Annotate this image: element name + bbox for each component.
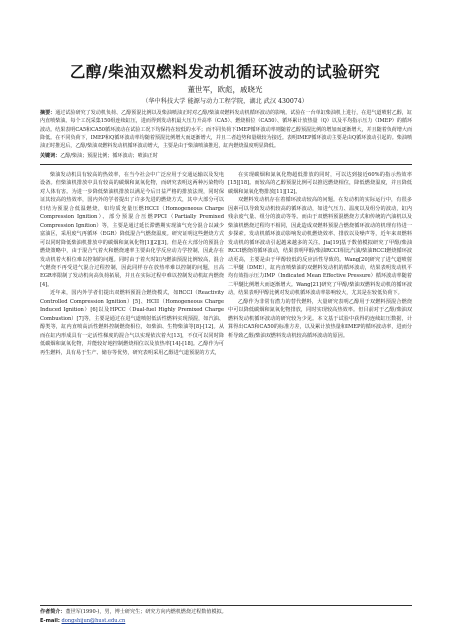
keywords-label: 关键词： [40, 153, 61, 159]
footnote-email-label: E-mail: [40, 618, 60, 624]
body-paragraph: 柴油发动机具有较高的热效率，在当今社会中广泛应用于交通运输以及发电设备。但柴油机排放中具有较高的碳烟和氮氧化物，而研究表明这两种污染物均对人体有害。为进一步降低柴油机排放以满足今后日益严格的排放法规，同时保证其较高的热效率，国内外的学者提出了许多先进的燃烧方式，其中大部分可以归结为预混合低温燃烧，如均质充量压燃HCCI（Homogeneous Charge Compression Ignition）、部分预混合压燃PPCI（Partially Premixed Compression Ignition）等，主要是通过延长滞燃期实现油气充分混合以减少富油区，采用废气再循环（EGR）降低混合气燃烧温度。研究证明这些燃烧方式可以同时降低柴油机排放中的碳烟和氮氧化物[1][2][3]。但是在大部分的预混合燃烧策略中，由于混合气着火和燃烧速率主要由化学反应动力学控制，因此存在发动机着火相位难以控制的问题。同时由于着火时缸内燃油预混比例较高，混合气燃烧不再受进气混合过程控制，因此同样存在放热率难以控制的问题，且高EGR率限制了发动机向高负荷拓展，并且在实际过程中难以控制发动机缸内燃烧[4]。 [40, 172, 224, 288]
keywords-text: 乙醇/柴油；预混比例；循环波动；喷油正时 [60, 153, 158, 159]
footnote-author-text: 董世军(1990-)，男，博士研究生；研究方向内燃机燃烧过程数值模拟。 [65, 609, 227, 615]
footnote-rule [40, 605, 412, 606]
author-list: 董世军，欧彪，戚晓光 [187, 85, 263, 94]
body-paragraph: 双燃料发动机存在着循环波动较高的问题。在发动机的实际运行中，有很多因素可以导致发动机较高的循环波动，如进气压力、温度以及组分的波动，缸内残余废气量、组分的波动等等。而由于双燃料预混燃烧方式和传统的汽油机以及柴油机燃烧过程均不相同，因此造成双燃料预混合燃烧循环波动的机理有待进一步探索。发动机循环波动影响发动机燃烧效率、排放以及噪声等，近年来双燃料发动机的循环波动引起越来越多的关注。Jia[19]基于数值模拟研究了甲醇/柴油RCCI燃烧的循环波动，结果表明甲醇/柴油RCCI相比汽油/柴油RCCI燃烧循环波动更高，主要是由于甲醇较低的反应活性导致的。Wang[20]研究了进气道喷射二甲醚（DME），缸内直喷柴油的双燃料发动机的循环波动，结果表明发动机平均有效指示压力IMP（Indicated Mean Effective Pressure）循环波动率随着二甲醚比例增大而逐渐增大。Wang[21]研究了甲醇/柴油双燃料发动机的循环波动，结果表明甲醇比例对发动机循环波动率影响较大，尤其是在较低负荷下。 [228, 197, 412, 297]
email-link[interactable]: dongshijun@hust.edu.cn [61, 618, 126, 624]
body-column-left [40, 171, 224, 357]
abstract-text: 通过试验研究了发动机负荷、乙醇预混比例以及柴油喷油正时对乙醇/柴油双燃料发动机循环波动的影响。试验在一台单缸柴油机上进行，在进气道喷射乙醇，缸内直喷柴油。每个工况采集150组连续缸压，进而得到发动机最大压力升高率（CA5）、燃烧相位（CA50）、循环累计放热量（Q）以及平均指示压力（IMEP）的循环波动。结果表明CA5和CA50循环波动在试验工况下均保持在较低的水平；而不同负荷下IMEP循环波动率则随着乙醇预混比例的增加而逐渐增大，并且随着负荷增大而降低。在不同负荷下，IMEP和Q循环波动率均随着预混比例增大而逐渐增大，并且二者趋势和量级较为接近。表明IMEP循环波动主要是由Q循环波动引起的。柴油喷油正时推迟后，乙醇/柴油双燃料发动机循环波动增大，主要是由于柴油喷油推迟，缸内燃烧温度明显降低。 [40, 110, 412, 150]
affiliation: （华中科技大学 能源与动力工程学院，湖北 武汉 430074） [142, 98, 308, 105]
footnote-author-label: 作者简介： [40, 609, 66, 615]
footnote-author [40, 608, 412, 616]
body-paragraph: 近年来，国内外学者们提出双燃料预混合燃烧模式，如RCCI（Reactivity Controlled Compression Ignition）[5]、HCII（Homogeneous Charge Induced Ignition）[6]以及HPCC（Dual-fuel Highly Premixed Charge Combustion）[7]等，主要是通过在进气道喷射低活性燃料实现预混，如汽油、醇类等，缸内直喷高活性燃料控制燃烧相位，如柴油、生物柴油等[8]-[12]。从而在缸内形成具有一定活性梯度的混合气以实现依次着火[13]，不仅可以同时降低碳烟和氮氧化物，并能较好地控制燃烧相位以及放热率[14]-[18]。乙醇作为可再生燃料，具有易于生产、储存等优势，研究表明采用乙醇进气道预混的方式， [40, 290, 224, 356]
header-rule [40, 164, 412, 165]
body-column-right [228, 171, 412, 340]
keywords [40, 152, 412, 160]
footnote-email [40, 617, 412, 625]
abstract-label: 摘要： [40, 110, 56, 116]
body-paragraph: 在实现碳烟和氮氧化物超低排放的同时，可以达到接近60%的指示热效率[15][18]。而较高的乙醇预混比例可以推迟燃烧相位，降低燃烧温度，并且降低碳烟和氮氧化物排放[11][12]。 [228, 172, 412, 195]
abstract [40, 109, 412, 150]
paper-title: 乙醇/柴油双燃料发动机循环波动的试验研究 [69, 63, 381, 81]
body-paragraph: 乙醇作为非常有潜力的替代燃料，大量研究表明乙醇用于双燃料预混合燃烧中可以降低碳烟和氮氧化物排放，同时实现较高热效率。但目前对于乙醇/柴油双燃料发动机循环波动的研究较为少见。本文基于试验中获得的连续缸压数据，计算得出CA5和CA50的标准方差，以及累计放热量和IMEP的循环波动率，进而分析导致乙醇/柴油双燃料发动机较高循环波动的原因。 [228, 298, 412, 339]
